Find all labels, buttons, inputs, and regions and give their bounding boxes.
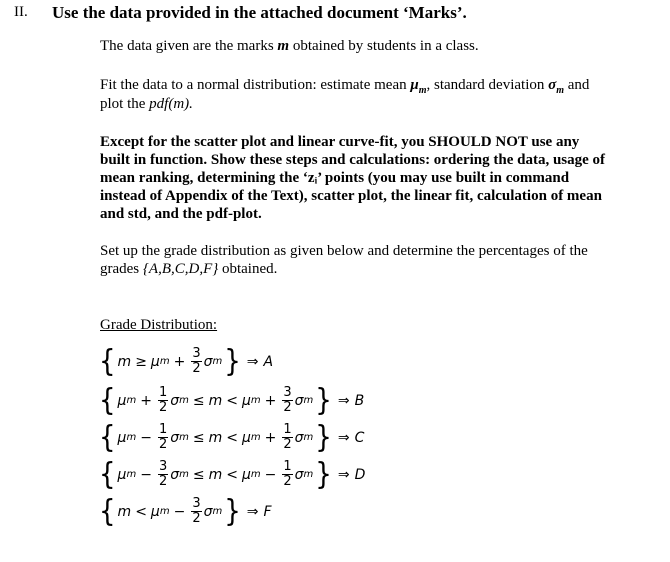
grade-rule-a: { m ≥ μ m + $\frac{3}{2}$ σ m } ⇒ A: [99, 344, 274, 379]
p2-line2-func: pdf(m).: [149, 96, 193, 112]
paragraph-setup-line-2: [100, 260, 277, 278]
paragraph-instructions-line-1: Except for the scatter plot and linear curve-fit, you SHOULD NOT use any: [100, 134, 580, 150]
grade-rule-c: { μ m − $\frac{1}{2}$ σ m ≤ m < μ m + $\frac{1}{2}$ σ m } ⇒ C: [99, 420, 365, 455]
paragraph-setup-line-1: Set up the grade distribution as given below and determine the percentages of the: [100, 243, 588, 259]
p2-line2-pre: plot the: [100, 96, 150, 112]
grade-rule-b: { μ m + $\frac{1}{2}$ σ m ≤ m < μ m + $\frac{3}{2}$ σ m } ⇒ B: [99, 383, 365, 418]
p1-var: m: [277, 38, 290, 54]
section-number: II.: [14, 4, 28, 20]
grade-rule-d: { μ m − $\frac{3}{2}$ σ m ≤ m < μ m − $\frac{1}{2}$ σ m } ⇒ D: [99, 457, 366, 492]
grade-label-a: A: [263, 353, 274, 370]
p2-mu: $\mu_m$: [410, 77, 427, 96]
grade-label-c: C: [354, 429, 365, 446]
grade-label-b: B: [354, 392, 365, 409]
grade-rule-f: { m < μ m − $\frac{3}{2}$ σ m } ⇒ F: [99, 494, 272, 529]
p2-line1-post: and: [564, 77, 590, 93]
section-title: Use the data provided in the attached document ‘Marks’.: [52, 3, 467, 22]
paragraph-instructions-line-5: and std, and the pdf-plot.: [100, 206, 262, 222]
p4-l2-pre: grades: [100, 261, 143, 277]
left-brace: {: [99, 344, 116, 379]
paragraph-data-description: [100, 37, 479, 55]
paragraph-instructions-line-2: built in function. Show these steps and calculations: ordering the data, usage of: [100, 152, 606, 168]
grade-label-d: D: [354, 466, 366, 483]
p1-post: obtained by students in a class.: [289, 38, 479, 54]
p4-l2-post: obtained.: [218, 261, 278, 277]
p2-line1-mid: , standard deviation: [426, 77, 549, 93]
paragraph-instructions-line-4: instead of Appendix of the Text), scatter plot, the linear fit, calculation of mean: [100, 188, 602, 204]
p2-line1-pre: Fit the data to a normal distribution: estimate mean: [100, 77, 411, 93]
right-brace: }: [224, 344, 241, 379]
grade-distribution-heading: Grade Distribution:: [100, 317, 218, 333]
grade-set: {A,B,C,D,F}: [142, 261, 219, 277]
grade-label-f: F: [263, 503, 272, 520]
p1-pre: The data given are the marks: [100, 38, 278, 54]
paragraph-instructions-line-3: mean ranking, determining the ‘zᵢ’ points (you may use built in command: [100, 170, 570, 186]
paragraph-fit-line-2: [100, 95, 193, 113]
p2-sigma: $\sigma_m$: [548, 77, 564, 96]
